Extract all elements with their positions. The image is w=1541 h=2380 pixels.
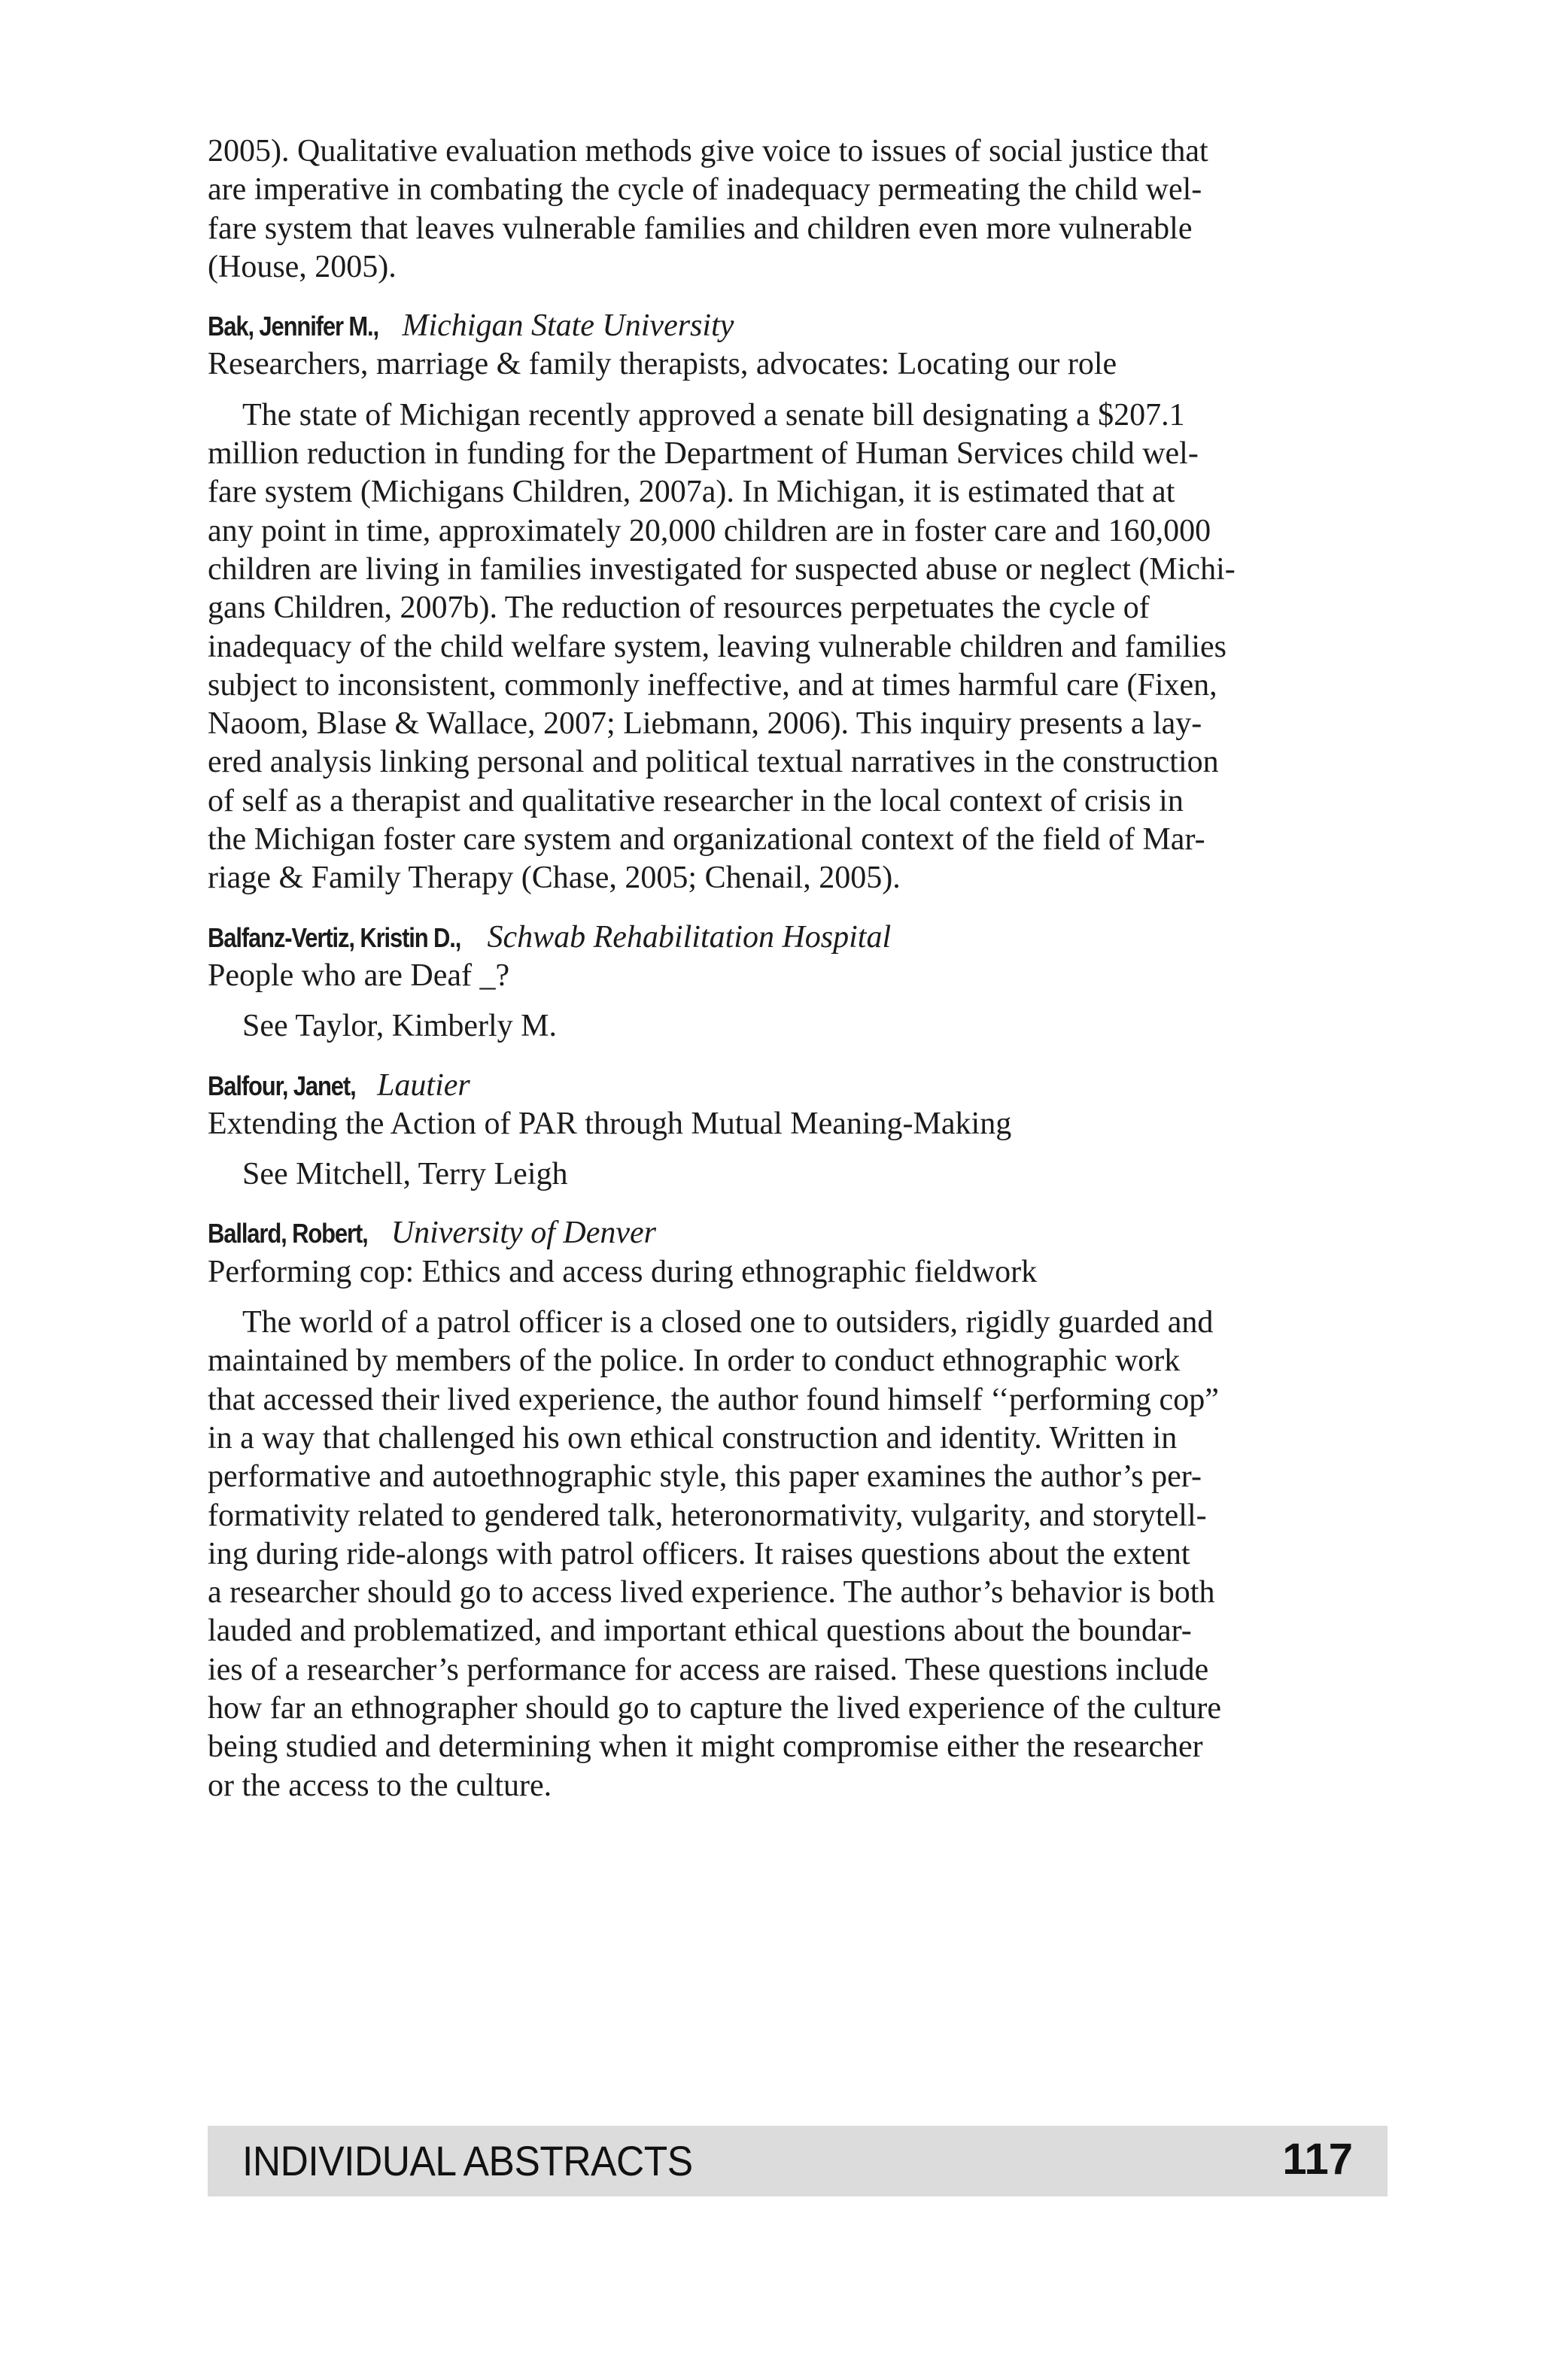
text-line: ing during ride-alongs with patrol officers. It raises questions about the extent bbox=[208, 1536, 1190, 1571]
text-line: maintained by members of the police. In order to conduct ethnographic work bbox=[208, 1343, 1181, 1379]
section-label: INDIVIDUAL ABSTRACTS bbox=[242, 2137, 693, 2184]
text-line: being studied and determining when it might compromise either the researcher bbox=[208, 1729, 1203, 1765]
abstract-title: Researchers, marriage & family therapists, advocates: Locating our role bbox=[208, 347, 1117, 382]
author-line bbox=[208, 1214, 1391, 1252]
text-line: 2005). Qualitative evaluation methods give voice to issues of social justice that bbox=[208, 134, 1208, 168]
text-line: riage & Family Therapy (Chase, 2005; Chenail, 2005). bbox=[208, 861, 901, 896]
text-line: are imperative in combating the cycle of inadequacy permeating the child wel- bbox=[208, 172, 1202, 208]
text-line: (House, 2005). bbox=[208, 249, 397, 284]
author-affiliation: University of Denver bbox=[391, 1216, 656, 1251]
abstract-title: People who are Deaf _? bbox=[208, 958, 510, 993]
text-line: how far an ethnographer should go to capture the lived experience of the culture bbox=[208, 1690, 1221, 1726]
text-line: of self as a therapist and qualitative researcher in the local context of crisis in bbox=[208, 783, 1184, 818]
author-affiliation: Michigan State University bbox=[402, 308, 734, 344]
author-name: Bak, Jennifer M., bbox=[208, 311, 379, 342]
text-line: performative and autoethnographic style, this paper examines the author’s per- bbox=[208, 1459, 1202, 1495]
author-name: Balfour, Janet, bbox=[208, 1070, 356, 1101]
text-line: The world of a patrol officer is a closed one to outsiders, rigidly guarded and bbox=[242, 1305, 1214, 1340]
page-footer bbox=[208, 2126, 1388, 2196]
abstract-body bbox=[208, 396, 1391, 898]
text-line: a researcher should go to access lived experience. The author’s behavior is both bbox=[208, 1575, 1215, 1610]
page-content bbox=[208, 132, 1391, 1805]
text-line: inadequacy of the child welfare system, leaving vulnerable children and families bbox=[208, 629, 1226, 664]
abstract-entry bbox=[208, 307, 1391, 897]
abstract-body bbox=[208, 1304, 1391, 1805]
author-line bbox=[208, 307, 1391, 345]
text-line: Naoom, Blase & Wallace, 2007; Liebmann, 2006). This inquiry presents a lay- bbox=[208, 706, 1202, 742]
author-affiliation: Schwab Rehabilitation Hospital bbox=[487, 919, 892, 955]
text-line: fare system (Michigans Children, 2007a). In Michigan, it is estimated that at bbox=[208, 475, 1175, 510]
text-line: lauded and problematized, and important ethical questions about the boundar- bbox=[208, 1613, 1192, 1649]
abstract-title: Performing cop: Ethics and access during ethnographic fieldwork bbox=[208, 1254, 1038, 1289]
text-line: or the access to the culture. bbox=[208, 1768, 552, 1803]
text-line: any point in time, approximately 20,000 children are in foster care and 160,000 bbox=[208, 513, 1211, 548]
text-line: in a way that challenged his own ethical construction and identity. Written in bbox=[208, 1420, 1178, 1456]
abstract-body bbox=[208, 1155, 1391, 1194]
text-line: formativity related to gendered talk, heteronormativity, vulgarity, and storytell- bbox=[208, 1498, 1207, 1533]
text-line: See Mitchell, Terry Leigh bbox=[242, 1157, 568, 1192]
text-line: fare system that leaves vulnerable families and children even more vulnerable bbox=[208, 211, 1193, 246]
text-line: that accessed their lived experience, the author found himself ‘‘performing cop” bbox=[208, 1382, 1219, 1417]
text-line: ered analysis linking personal and political textual narratives in the construction bbox=[208, 745, 1219, 780]
abstract-entry bbox=[208, 1214, 1391, 1805]
text-line: the Michigan foster care system and organizational context of the field of Mar- bbox=[208, 822, 1205, 858]
abstract-entry bbox=[208, 1067, 1391, 1195]
text-line: gans Children, 2007b). The reduction of resources perpetuates the cycle of bbox=[208, 590, 1150, 626]
author-line bbox=[208, 918, 1391, 957]
abstract-body bbox=[208, 1007, 1391, 1046]
text-line: subject to inconsistent, commonly ineffective, and at times harmful care (Fixen, bbox=[208, 667, 1217, 703]
abstract-entry bbox=[208, 918, 1391, 1046]
author-line bbox=[208, 1067, 1391, 1105]
text-line: children are living in families investigated for suspected abuse or neglect (Michi- bbox=[208, 551, 1236, 587]
text-line: The state of Michigan recently approved a senate bill designating a $207.1 bbox=[242, 397, 1185, 433]
author-name: Ballard, Robert, bbox=[208, 1218, 368, 1249]
text-line: million reduction in funding for the Department of Human Services child wel- bbox=[208, 436, 1199, 472]
text-line: ies of a researcher’s performance for access are raised. These questions include bbox=[208, 1652, 1209, 1687]
page-number: 117 bbox=[1282, 2135, 1353, 2184]
text-line: See Taylor, Kimberly M. bbox=[242, 1009, 558, 1044]
opening-paragraph bbox=[208, 132, 1391, 287]
author-affiliation: Lautier bbox=[377, 1067, 470, 1103]
abstract-title: Extending the Action of PAR through Mutual Meaning-Making bbox=[208, 1106, 1012, 1141]
author-name: Balfanz-Vertiz, Kristin D., bbox=[208, 921, 461, 953]
